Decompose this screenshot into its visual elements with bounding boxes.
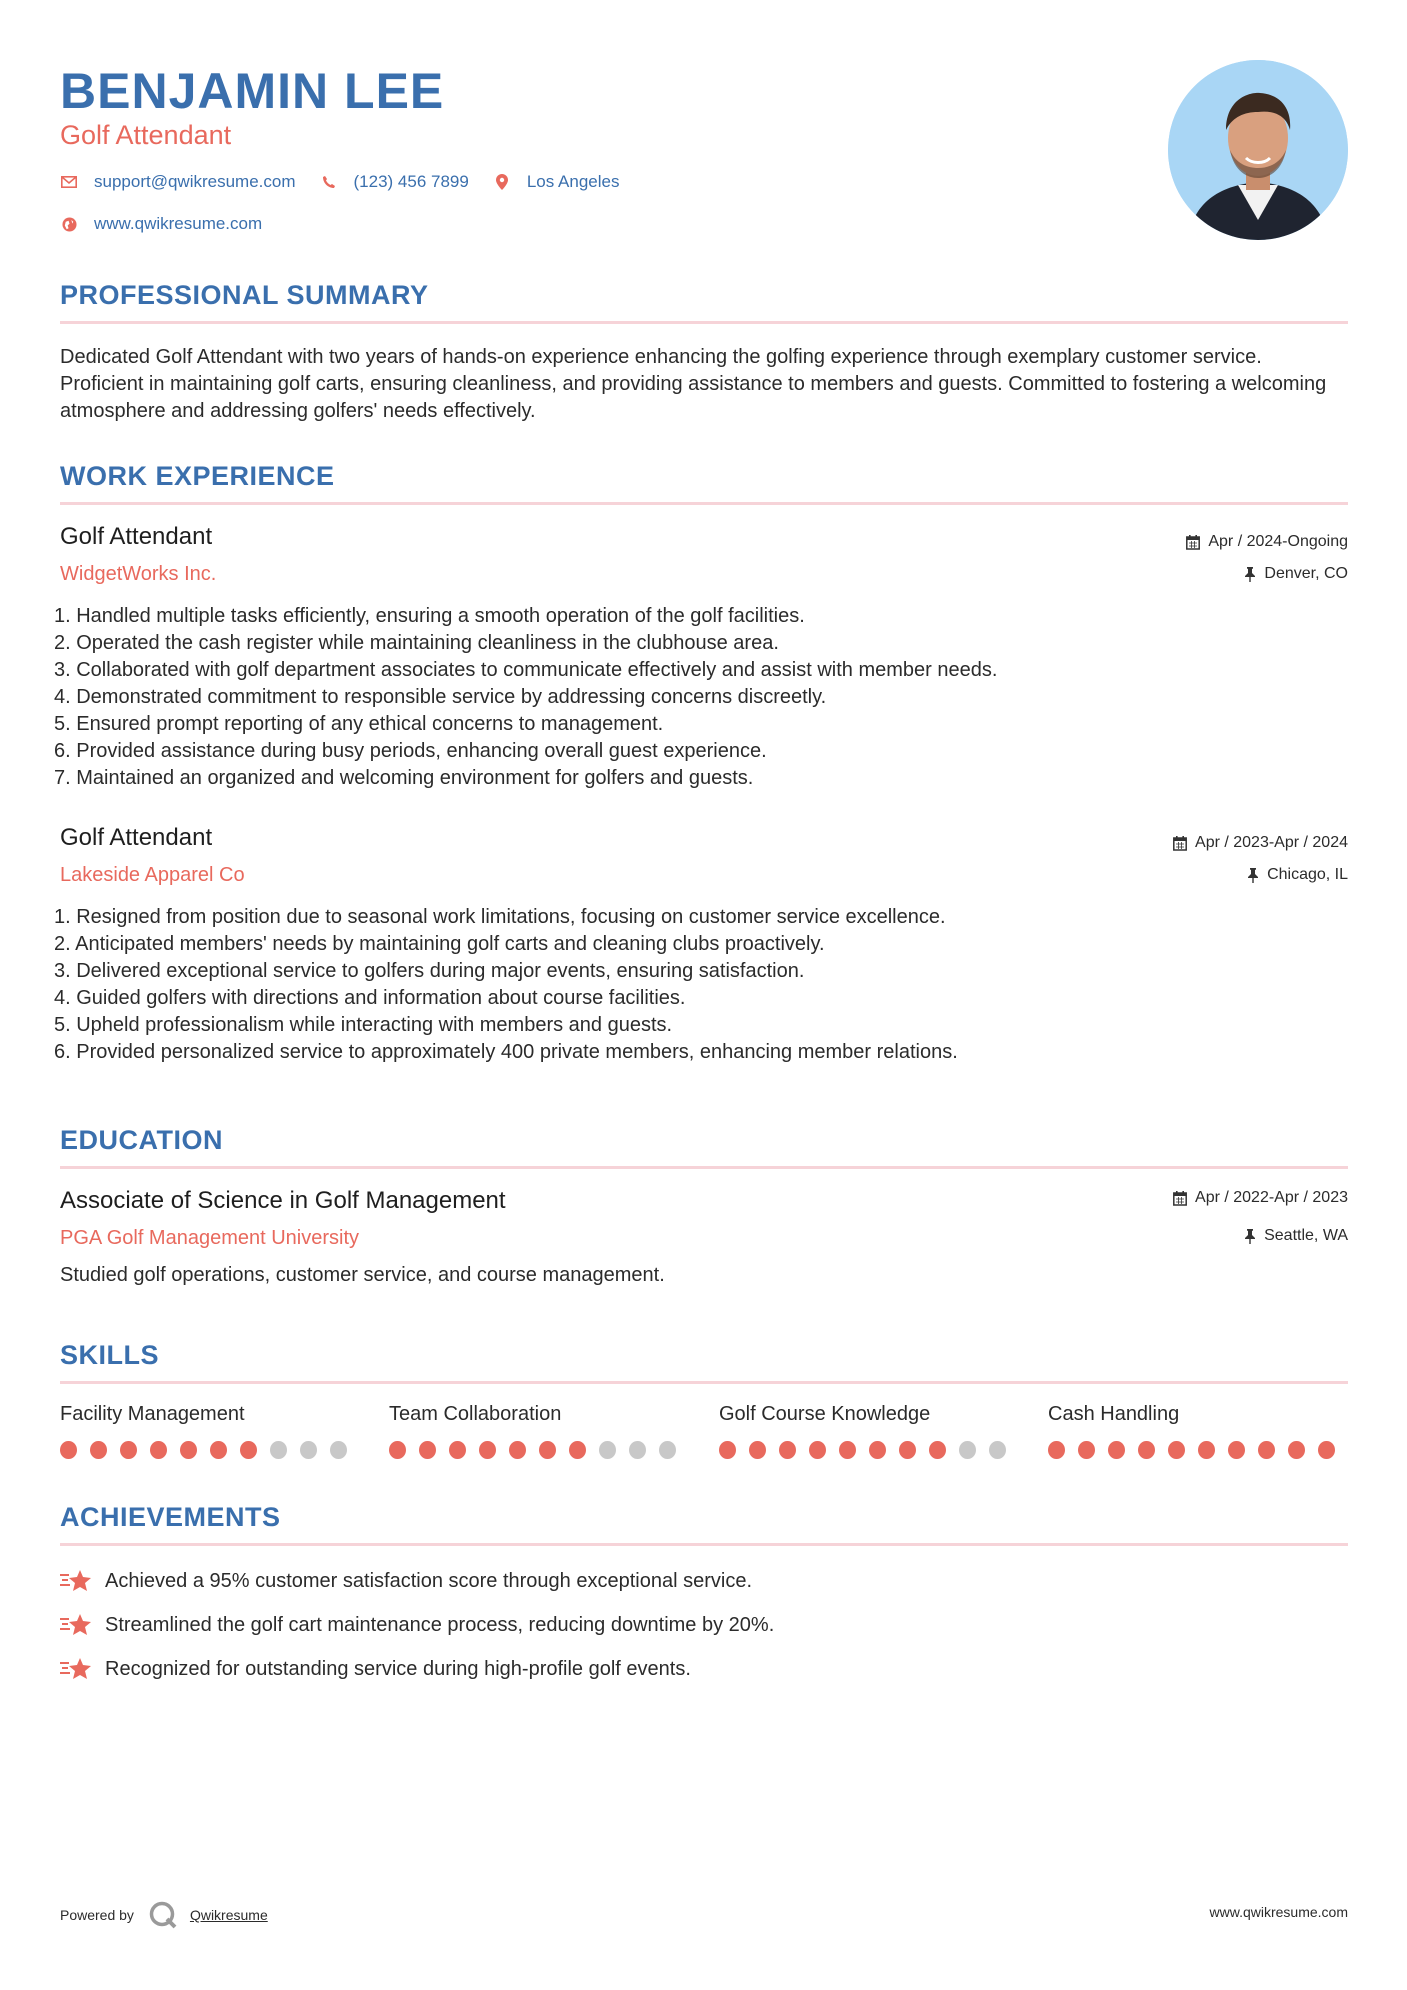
contact-row (60, 172, 643, 192)
list-item: 6. Provided personalized service to approximately 400 private members, enhancing member relations. (54, 1041, 958, 1063)
education-dates-text: Apr / 2022-Apr / 2023 (1195, 1189, 1348, 1206)
education-location-text: Seattle, WA (1264, 1227, 1348, 1244)
skills-heading: SKILLS (60, 1340, 160, 1370)
footer-branding (60, 1900, 268, 1930)
skill-item (389, 1403, 689, 1459)
job-location (1247, 866, 1348, 884)
globe-icon (60, 215, 78, 233)
summary-heading: PROFESSIONAL SUMMARY (60, 280, 429, 310)
job-company: Lakeside Apparel Co (60, 864, 245, 886)
section-divider (60, 1381, 1348, 1384)
location-item (493, 172, 620, 192)
list-item: 3. Delivered exceptional service to golfers during major events, ensuring satisfaction. (54, 960, 805, 982)
rating-dot-filled (120, 1441, 137, 1459)
rating-dot-empty (989, 1441, 1006, 1459)
footer-url[interactable]: www.qwikresume.com (1209, 1904, 1348, 1920)
calendar-icon (1173, 836, 1187, 851)
summary-text: Dedicated Golf Attendant with two years of hands-on experience enhancing the golfing experience through exemplary customer service. Proficient in maintaining golf carts, ensuring cleanliness, and providing assistance to members and guests. Committed to fostering a welcoming atmosphere and addressing golfers' needs effectively. (60, 346, 1327, 422)
phone-item (320, 172, 469, 192)
resume-page (54, 0, 1348, 1990)
website-row (60, 214, 286, 234)
skill-rating (1048, 1441, 1348, 1459)
achievement-text: Achieved a 95% customer satisfaction score through exceptional service. (105, 1569, 753, 1592)
section-divider (60, 502, 1348, 505)
powered-by-label: Powered by (60, 1907, 134, 1923)
job-dates-text: Apr / 2023-Apr / 2024 (1195, 834, 1348, 851)
job-dates (1186, 533, 1348, 551)
map-pin-icon (493, 173, 511, 191)
rating-dot-filled (1198, 1441, 1215, 1459)
calendar-icon (1186, 535, 1200, 550)
rating-dot-filled (1288, 1441, 1305, 1459)
envelope-icon (60, 173, 78, 191)
skill-name: Facility Management (60, 1403, 245, 1425)
education-location (1244, 1227, 1348, 1245)
rating-dot-filled (240, 1441, 257, 1459)
skill-item (60, 1403, 360, 1459)
job-responsibilities (54, 904, 958, 1066)
list-item: 6. Provided assistance during busy periods, enhancing overall guest experience. (54, 740, 767, 762)
skill-rating (60, 1441, 360, 1459)
star-icon (60, 1567, 94, 1595)
experience-heading: WORK EXPERIENCE (60, 461, 335, 491)
list-item: 4. Guided golfers with directions and information about course facilities. (54, 987, 686, 1009)
rating-dot-filled (1228, 1441, 1245, 1459)
job-location-text: Chicago, IL (1267, 866, 1348, 883)
job-location-text: Denver, CO (1264, 565, 1348, 582)
job-dates (1173, 834, 1348, 852)
rating-dot-filled (389, 1441, 406, 1459)
rating-dot-filled (899, 1441, 916, 1459)
rating-dot-filled (1258, 1441, 1275, 1459)
rating-dot-empty (599, 1441, 616, 1459)
rating-dot-filled (719, 1441, 736, 1459)
list-item: 5. Ensured prompt reporting of any ethical concerns to management. (54, 713, 664, 735)
section-divider (60, 1166, 1348, 1169)
list-item: 7. Maintained an organized and welcoming environment for golfers and guests. (54, 767, 754, 789)
job-title: Golf Attendant (60, 824, 213, 851)
rating-dot-filled (210, 1441, 227, 1459)
rating-dot-empty (629, 1441, 646, 1459)
website-item[interactable] (60, 214, 262, 234)
qwikresume-logo-icon (148, 1900, 178, 1930)
rating-dot-filled (90, 1441, 107, 1459)
skill-item (719, 1403, 1019, 1459)
job-title: Golf Attendant (60, 523, 213, 550)
skill-name: Team Collaboration (389, 1403, 562, 1425)
skill-rating (719, 1441, 1019, 1459)
rating-dot-filled (180, 1441, 197, 1459)
email-text[interactable]: support@qwikresume.com (94, 172, 296, 191)
rating-dot-filled (479, 1441, 496, 1459)
pushpin-icon (1244, 567, 1256, 582)
achievements-heading: ACHIEVEMENTS (60, 1502, 281, 1532)
section-divider (60, 1543, 1348, 1546)
phone-icon (320, 173, 338, 191)
section-divider (60, 321, 1348, 324)
profile-photo (1168, 60, 1348, 240)
rating-dot-empty (330, 1441, 347, 1459)
email-item[interactable] (60, 172, 296, 192)
list-item: 4. Demonstrated commitment to responsible service by addressing concerns discreetly. (54, 686, 827, 708)
rating-dot-empty (659, 1441, 676, 1459)
rating-dot-empty (300, 1441, 317, 1459)
rating-dot-filled (1078, 1441, 1095, 1459)
achievement-item (60, 1567, 752, 1595)
phone-text: (123) 456 7899 (353, 172, 469, 191)
rating-dot-filled (449, 1441, 466, 1459)
job-company: WidgetWorks Inc. (60, 563, 217, 585)
rating-dot-filled (929, 1441, 946, 1459)
school-name: PGA Golf Management University (60, 1227, 360, 1249)
calendar-icon (1173, 1191, 1187, 1206)
qwikresume-link[interactable]: Qwikresume (189, 1907, 268, 1923)
candidate-title: Golf Attendant (60, 120, 232, 150)
star-icon (60, 1611, 94, 1639)
achievement-text: Recognized for outstanding service during high-profile golf events. (105, 1657, 691, 1680)
list-item: 2. Anticipated members' needs by maintaining golf carts and cleaning clubs proactively. (54, 933, 825, 955)
rating-dot-filled (569, 1441, 586, 1459)
list-item: 3. Collaborated with golf department associates to communicate effectively and assist with member needs. (54, 659, 998, 681)
rating-dot-filled (749, 1441, 766, 1459)
rating-dot-filled (1138, 1441, 1155, 1459)
rating-dot-empty (270, 1441, 287, 1459)
list-item: 2. Operated the cash register while maintaining cleanliness in the clubhouse area. (54, 632, 779, 654)
rating-dot-filled (60, 1441, 77, 1459)
list-item: 1. Resigned from position due to seasonal work limitations, focusing on customer service excellence. (54, 906, 946, 928)
skill-name: Golf Course Knowledge (719, 1403, 931, 1425)
job-dates-text: Apr / 2024-Ongoing (1208, 533, 1348, 550)
list-item: 1. Handled multiple tasks efficiently, ensuring a smooth operation of the golf facilities. (54, 605, 805, 627)
location-text: Los Angeles (526, 172, 620, 191)
education-description: Studied golf operations, customer service, and course management. (60, 1264, 665, 1286)
rating-dot-filled (869, 1441, 886, 1459)
website-text[interactable]: www.qwikresume.com (94, 214, 263, 233)
rating-dot-filled (1048, 1441, 1065, 1459)
achievement-item (60, 1611, 774, 1639)
rating-dot-filled (1108, 1441, 1125, 1459)
rating-dot-filled (1318, 1441, 1335, 1459)
rating-dot-empty (959, 1441, 976, 1459)
rating-dot-filled (509, 1441, 526, 1459)
rating-dot-filled (419, 1441, 436, 1459)
rating-dot-filled (1168, 1441, 1185, 1459)
job-responsibilities (54, 603, 997, 792)
achievement-text: Streamlined the golf cart maintenance process, reducing downtime by 20%. (105, 1613, 775, 1636)
rating-dot-filled (150, 1441, 167, 1459)
skill-item (1048, 1403, 1348, 1459)
star-icon (60, 1655, 94, 1683)
degree-title: Associate of Science in Golf Management (60, 1187, 506, 1214)
achievement-item (60, 1655, 691, 1683)
skill-rating (389, 1441, 689, 1459)
pushpin-icon (1244, 1229, 1256, 1244)
education-heading: EDUCATION (60, 1125, 223, 1155)
rating-dot-filled (809, 1441, 826, 1459)
job-location (1244, 565, 1348, 583)
rating-dot-filled (539, 1441, 556, 1459)
list-item: 5. Upheld professionalism while interacting with members and guests. (54, 1014, 673, 1036)
rating-dot-filled (839, 1441, 856, 1459)
rating-dot-filled (779, 1441, 796, 1459)
candidate-name: BENJAMIN LEE (60, 63, 445, 119)
skill-name: Cash Handling (1048, 1403, 1180, 1425)
pushpin-icon (1247, 868, 1259, 883)
education-dates (1173, 1189, 1348, 1207)
